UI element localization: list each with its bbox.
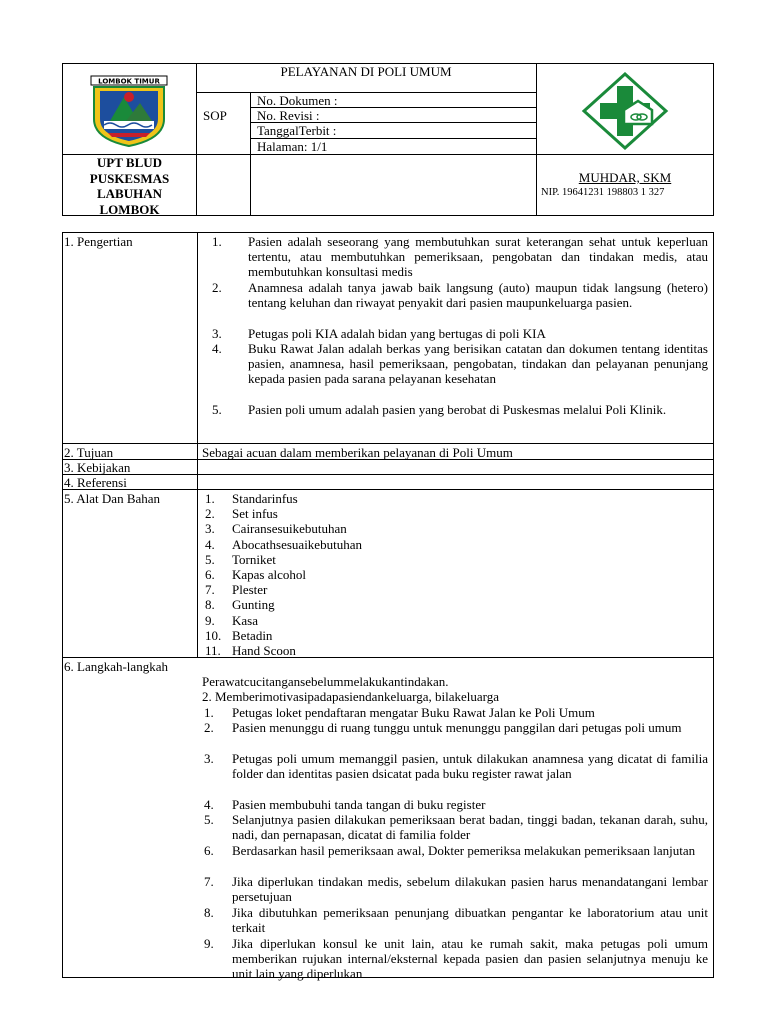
- item-number: 2.: [212, 280, 222, 295]
- list-item: [205, 597, 505, 612]
- list-item: [205, 537, 505, 552]
- item-text: Set infus: [232, 506, 278, 522]
- lombok-timur-emblem-icon: [90, 75, 168, 147]
- item-number: 5.: [212, 402, 222, 417]
- section-label-referensi: 4. Referensi: [64, 475, 127, 490]
- item-number: 2.: [205, 506, 215, 522]
- pengertian-list: [212, 234, 708, 433]
- item-number: 5.: [204, 812, 214, 827]
- list-item: [205, 521, 505, 536]
- item-text: Kapas alcohol: [232, 567, 307, 583]
- item-text: Abocathsesuaikebutuhan: [232, 536, 362, 552]
- organization-name: [63, 155, 196, 217]
- section-label-alat-bahan: 5. Alat Dan Bahan: [64, 491, 161, 506]
- item-number: 9.: [205, 612, 215, 628]
- org-line: LABUHAN: [96, 186, 162, 201]
- item-number: 7.: [204, 874, 214, 889]
- item-number: 4.: [204, 797, 214, 812]
- list-item: [204, 874, 708, 905]
- item-number: 6.: [204, 843, 214, 858]
- item-text: Jika diperlukan tindakan medis, sebelum dilakukan pasien harus menandatangani lembar persetujuan: [232, 874, 708, 905]
- item-number: 4.: [205, 536, 215, 552]
- list-item: [205, 643, 505, 658]
- item-text: Betadin: [232, 627, 273, 643]
- list-item: [212, 234, 708, 280]
- item-text: Pasien menunggu di ruang tunggu untuk menunggu panggilan dari petugas poli umum: [232, 720, 682, 735]
- item-number: 9.: [204, 936, 214, 951]
- item-text: Cairansesuikebutuhan: [232, 521, 347, 537]
- item-text: Jika diperlukan konsul ke unit lain, atau ke rumah sakit, maka petugas poli umum memberikan rujukan internal/eksternal kepada pasien dan pasien selanjutnya menuju ke unit lain yang diperlukan: [232, 936, 708, 982]
- list-item: [205, 552, 505, 567]
- item-text: Petugas loket pendaftaran mengatar Buku Rawat Jalan ke Poli Umum: [232, 705, 595, 720]
- signer-nip: NIP. 19641231 198803 1 327: [541, 187, 665, 198]
- list-item: [205, 582, 505, 597]
- item-text: Pasien poli umum adalah pasien yang berobat di Puskesmas melalui Poli Klinik.: [248, 402, 667, 417]
- list-item: [204, 843, 708, 874]
- list-item: [204, 705, 708, 720]
- item-text: Anamnesa adalah tanya jawab baik langsung (auto) maupun tidak langsung (hetero) tentang keluhan dan riwayat penyakit dari pasien maupunkeluarga pasien.: [248, 280, 708, 311]
- section-label-pengertian: 1. Pengertian: [64, 234, 133, 249]
- list-item: [205, 567, 505, 582]
- item-number: 7.: [205, 582, 215, 598]
- list-item: [212, 326, 708, 341]
- item-text: Standarinfus: [232, 491, 298, 506]
- section-label-langkah: 6. Langkah-langkah: [64, 659, 168, 674]
- emblem-banner: LOMBOK TIMUR: [98, 77, 160, 86]
- org-line: PUSKESMAS: [89, 170, 170, 186]
- list-item: [212, 280, 708, 326]
- item-text: Hand Scoon: [232, 643, 296, 659]
- item-text: Plester: [232, 582, 268, 598]
- item-number: 3.: [205, 521, 215, 537]
- puskesmas-logo-icon: [580, 72, 670, 150]
- item-text: Buku Rawat Jalan adalah berkas yang berisikan catatan dan dokumen tentang identitas pasien, anamnesa, hasil pemeriksaan, pengobatan, tindakan dan pelayanan penunjang kepada pasien pada sarana pelayanan kesehatan: [248, 341, 708, 387]
- item-text: Kasa: [232, 612, 258, 628]
- langkah-preface-1: Perawatcucitangansebelummelakukantindakan.: [202, 674, 449, 689]
- list-item: [204, 812, 708, 843]
- item-text: Berdasarkan hasil pemeriksaan awal, Dokter pemeriksa melakukan pemeriksaan lanjutan: [232, 843, 696, 858]
- item-text: Torniket: [232, 551, 276, 567]
- org-line: UPT BLUD: [96, 155, 163, 170]
- item-text: Petugas poli umum memanggil pasien, untuk dilakukan anamnesa yang dicatat di familia folder dan identitas pasien dsicatat pada buku register rawat jalan: [232, 751, 708, 782]
- item-text: Selanjutnya pasien dilakukan pemeriksaan berat badan, tinggi badan, tekanan darah, suhu, nadi, dan pernapasan, dicatat di familia folder: [232, 812, 708, 843]
- langkah-list: [204, 705, 708, 982]
- field-halaman: Halaman: 1/1: [257, 139, 328, 154]
- item-number: 2.: [204, 720, 214, 735]
- item-text: Petugas poli KIA adalah bidan yang bertugas di poli KIA: [248, 326, 546, 341]
- item-number: 8.: [205, 597, 215, 613]
- list-item: [204, 720, 708, 751]
- section-label-kebijakan: 3. Kebijakan: [64, 460, 131, 475]
- item-text: Gunting: [232, 597, 275, 613]
- item-number: 11.: [205, 643, 221, 659]
- item-number: 10.: [205, 627, 222, 643]
- item-number: 8.: [204, 905, 214, 920]
- signer-name: MUHDAR, SKM: [578, 170, 672, 185]
- item-text: Pasien membubuhi tanda tangan di buku register: [232, 797, 486, 812]
- alat-bahan-list: [205, 491, 505, 658]
- list-item: [204, 797, 708, 812]
- item-number: 6.: [205, 567, 215, 583]
- list-item: [204, 936, 708, 982]
- list-item: [212, 402, 708, 433]
- tujuan-text: Sebagai acuan dalam memberikan pelayanan di Poli Umum: [202, 445, 513, 460]
- item-number: 1.: [212, 234, 222, 249]
- field-tanggal-terbit: TanggalTerbit :: [257, 123, 337, 138]
- item-number: 3.: [212, 326, 222, 341]
- field-no-dokumen: No. Dokumen :: [257, 93, 338, 108]
- field-no-revisi: No. Revisi :: [257, 108, 320, 123]
- item-number: 1.: [204, 705, 214, 720]
- list-item: [204, 751, 708, 797]
- item-number: 1.: [205, 491, 215, 506]
- list-item: [205, 613, 505, 628]
- section-label-tujuan: 2. Tujuan: [64, 445, 114, 460]
- org-line: LOMBOK: [99, 201, 160, 217]
- document-title: PELAYANAN DI POLI UMUM: [280, 64, 452, 79]
- list-item: [205, 491, 505, 506]
- sop-label: SOP: [203, 108, 227, 123]
- item-text: Jika dibutuhkan pemeriksaan penunjang dibuatkan pengantar ke laboratorium atau unit terkait: [232, 905, 708, 936]
- list-item: [205, 628, 505, 643]
- list-item: [205, 506, 505, 521]
- item-number: 3.: [204, 751, 214, 766]
- item-number: 5.: [205, 551, 215, 567]
- item-text: Pasien adalah seseorang yang membutuhkan surat keterangan sehat untuk keperluan tertentu, atau membutuhkan pemeriksaan, pengobatan dan tindakan medis, atau membutuhkan konsultasi medis: [248, 234, 708, 280]
- item-number: 4.: [212, 341, 222, 356]
- langkah-preface-2: 2. Memberimotivasipadapasiendankeluarga, bilakeluarga: [202, 689, 499, 704]
- list-item: [204, 905, 708, 936]
- list-item: [212, 341, 708, 402]
